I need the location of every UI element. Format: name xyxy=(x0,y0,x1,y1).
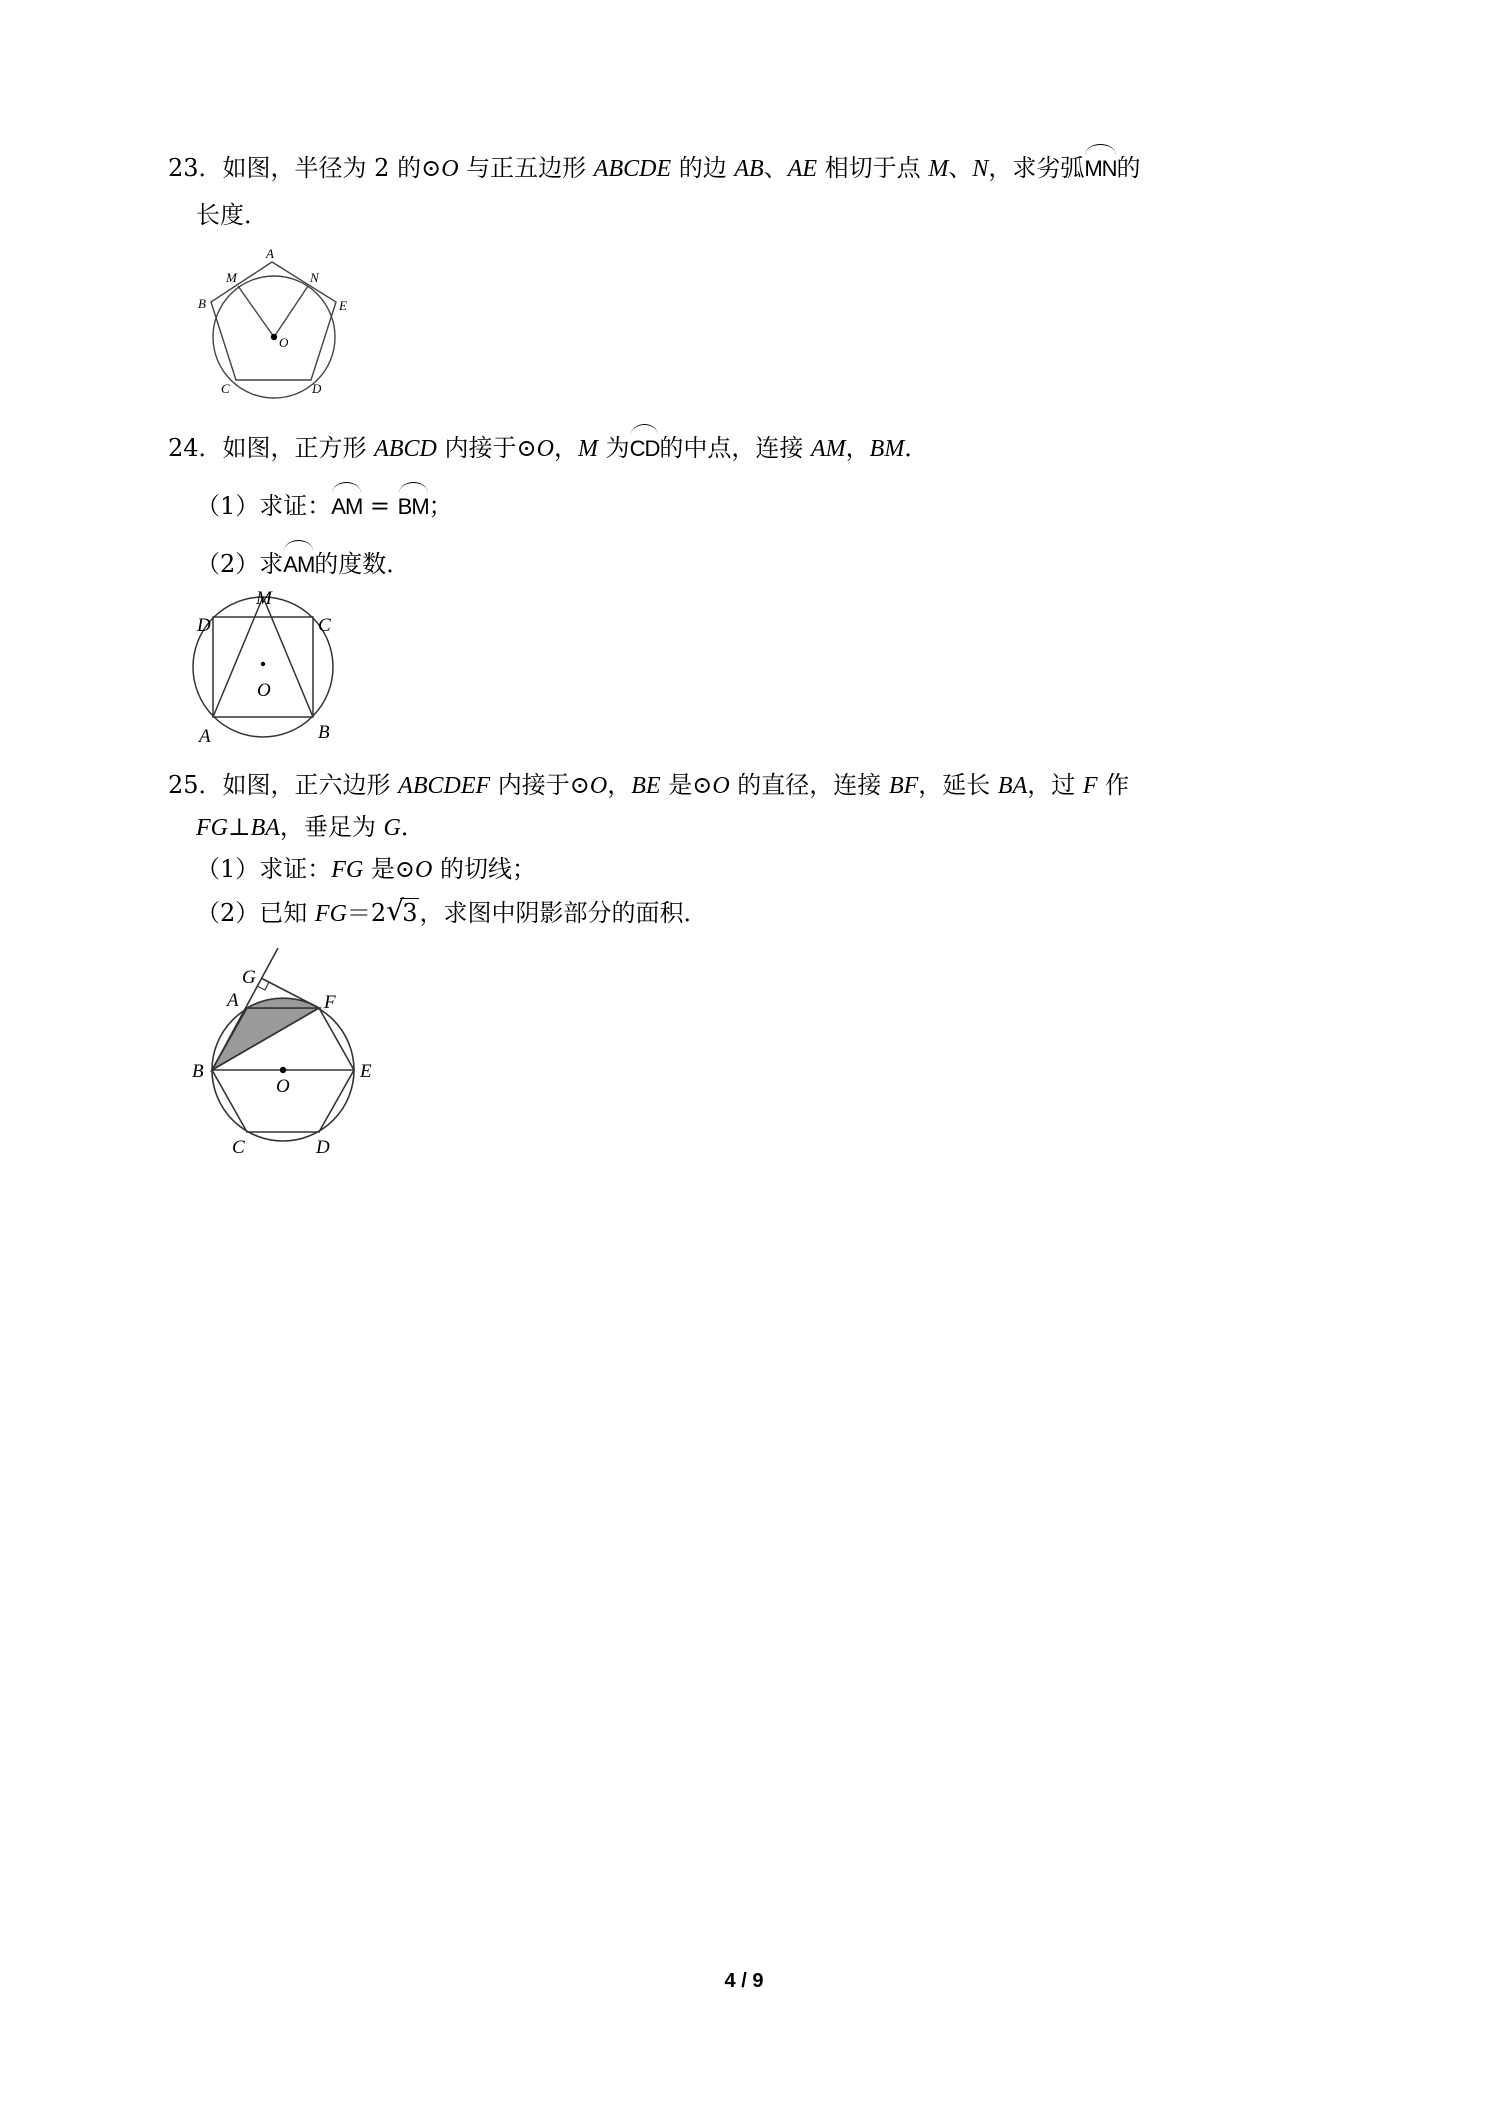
label-b: B xyxy=(198,296,206,311)
label-a: A xyxy=(199,726,211,747)
q24-part2: （2）求AM的度数． xyxy=(196,544,410,582)
label-a: A xyxy=(266,246,274,261)
q25-line1: 25．如图，正六边形 ABCDEF 内接于⊙O，BE 是⊙O 的直径，连接 BF，延长 BA，过 F 作 xyxy=(168,771,1130,799)
q25-part2: （2）已知 FG＝2 √ 3，求图中阴影部分的面积． xyxy=(196,896,707,931)
label-e: E xyxy=(360,1061,372,1082)
q23-line2: 长度． xyxy=(196,201,268,229)
arc-am: AM xyxy=(331,486,362,524)
label-c: C xyxy=(318,615,331,636)
q24-part1: （1）求证：AM = BM； xyxy=(196,486,453,524)
label-d: D xyxy=(197,615,211,636)
arc-bm: BM xyxy=(398,486,429,524)
label-b: B xyxy=(318,722,330,743)
arc-mn: MN xyxy=(1084,148,1116,186)
label-o: O xyxy=(257,680,271,701)
label-e: E xyxy=(339,298,347,313)
label-m: M xyxy=(226,270,237,285)
q24-line1: 24．如图，正方形 ABCD 内接于⊙O，M 为CD的中点，连接 AM，BM． xyxy=(168,428,928,466)
label-c: C xyxy=(232,1137,245,1158)
arc-am-2: AM xyxy=(283,544,314,582)
q23-figure xyxy=(190,240,370,410)
sqrt-3: √ 3 xyxy=(386,894,418,927)
arc-cd: CD xyxy=(630,428,660,466)
label-b: B xyxy=(192,1061,204,1082)
page-number: 4 / 9 xyxy=(724,1970,764,1992)
label-c: C xyxy=(221,381,230,396)
q25-part1: （1）求证：FG 是⊙O 的切线； xyxy=(196,855,537,883)
q25-figure xyxy=(180,940,390,1160)
q23-line1: 23．如图，半径为 2 的⊙O 与正五边形 ABCDE 的边 AB、AE 相切于点 M、N，求劣弧MN的 xyxy=(168,148,1141,186)
label-m: M xyxy=(256,588,272,609)
q25-line2: FG⊥BA，垂足为 G． xyxy=(196,813,425,841)
label-g: G xyxy=(242,967,256,988)
label-o: O xyxy=(279,335,289,350)
q24-figure xyxy=(186,582,356,748)
label-o: O xyxy=(276,1076,290,1097)
label-a: A xyxy=(227,990,239,1011)
label-d: D xyxy=(316,1137,330,1158)
label-d: D xyxy=(312,381,322,396)
label-f: F xyxy=(324,992,336,1013)
label-n: N xyxy=(310,270,319,285)
